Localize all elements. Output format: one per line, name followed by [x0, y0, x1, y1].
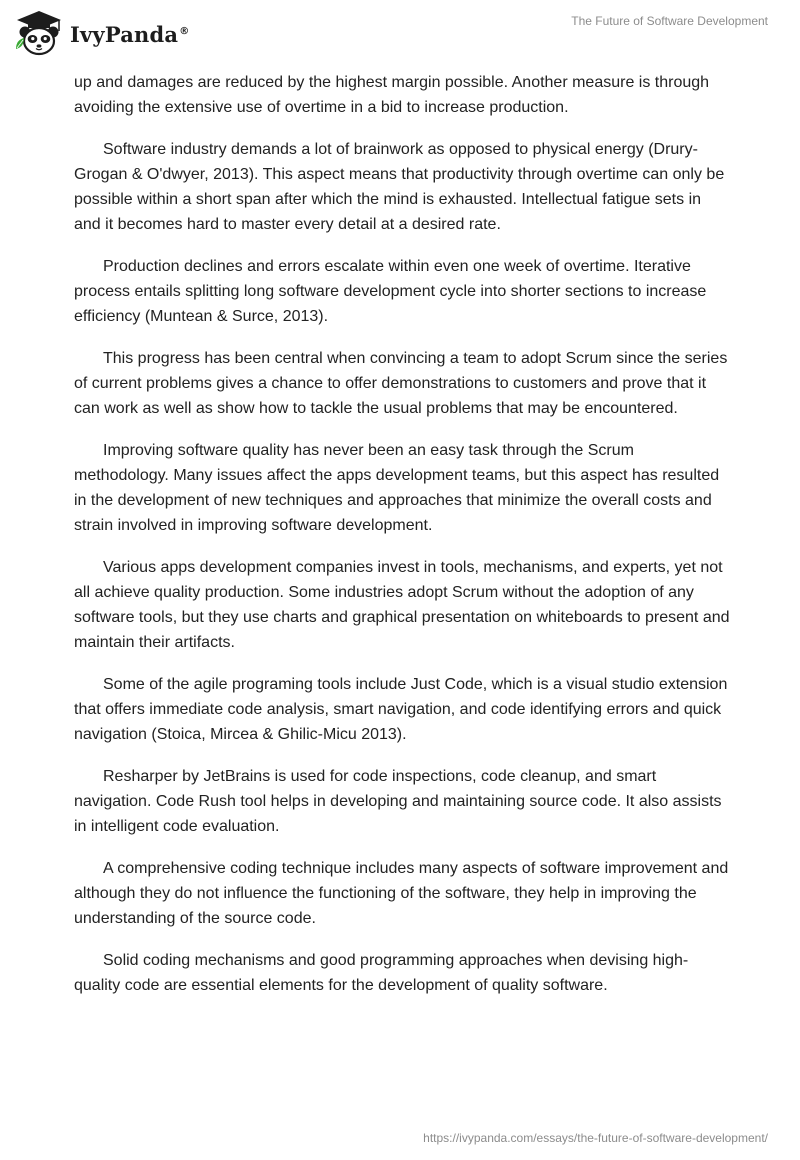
paragraph: This progress has been central when convincing a team to adopt Scrum since the series of current problems gives a chance to offer demonstrations to customers and prove that it can work as well as show how to tackle the usual problems that may be encountered. — [74, 350, 728, 417]
brand-name — [70, 22, 189, 47]
paragraph: Improving software quality has never been an easy task through the Scrum methodology. Many issues affect the apps development teams, but this aspect has resulted in the development of new techniques and approaches that minimize the overall costs and strain involved in improving software development. — [74, 442, 720, 534]
registered-mark: ® — [179, 25, 190, 37]
paragraph: A comprehensive coding technique includes many aspects of software improvement and although they do not influence the functioning of the software, they help in improving the understanding of the source code. — [74, 860, 729, 927]
essay-body — [74, 70, 730, 1015]
paragraph: up and damages are reduced by the highest margin possible. Another measure is through avoiding the extensive use of overtime in a bid to increase production. — [74, 74, 710, 116]
paragraph: Some of the agile programing tools include Just Code, which is a visual studio extension that offers immediate code analysis, smart navigation, and code identifying errors and quick navigation (Stoica, Mircea & Ghilic-Micu 2013). — [74, 676, 728, 743]
page-header — [0, 0, 800, 70]
paragraph: Resharper by JetBrains is used for code inspections, code cleanup, and smart navigation. Code Rush tool helps in developing and maintaining source code. It also assists in intelligent code evaluation. — [74, 768, 722, 835]
paragraph: Various apps development companies invest in tools, mechanisms, and experts, yet not all achieve quality production. Some industries adopt Scrum without the adoption of any software tools, but they use charts and graphical presentation on whiteboards to present and maintain their artifacts. — [74, 559, 730, 651]
panda-graduate-icon — [14, 9, 64, 57]
source-url-link[interactable]: https://ivypanda.com/essays/the-future-of-software-development/ — [423, 1131, 768, 1145]
brand-name-text: IvyPanda — [70, 21, 179, 47]
paragraph: Software industry demands a lot of brainwork as opposed to physical energy (Drury-Grogan & O'dwyer, 2013). This aspect means that productivity through overtime can only be possible within a short span after which the mind is exhausted. Intellectual fatigue sets in and it becomes hard to master every detail at a desired rate. — [74, 141, 725, 233]
paragraph: Solid coding mechanisms and good programming approaches when devising high-quality code are essential elements for the development of quality software. — [74, 952, 689, 994]
ivypanda-logo[interactable] — [14, 8, 189, 58]
document-title: The Future of Software Development — [571, 14, 768, 28]
paragraph: Production declines and errors escalate within even one week of overtime. Iterative process entails splitting long software development cycle into shorter sections to increase efficiency (Muntean & Surce, 2013). — [74, 258, 707, 325]
